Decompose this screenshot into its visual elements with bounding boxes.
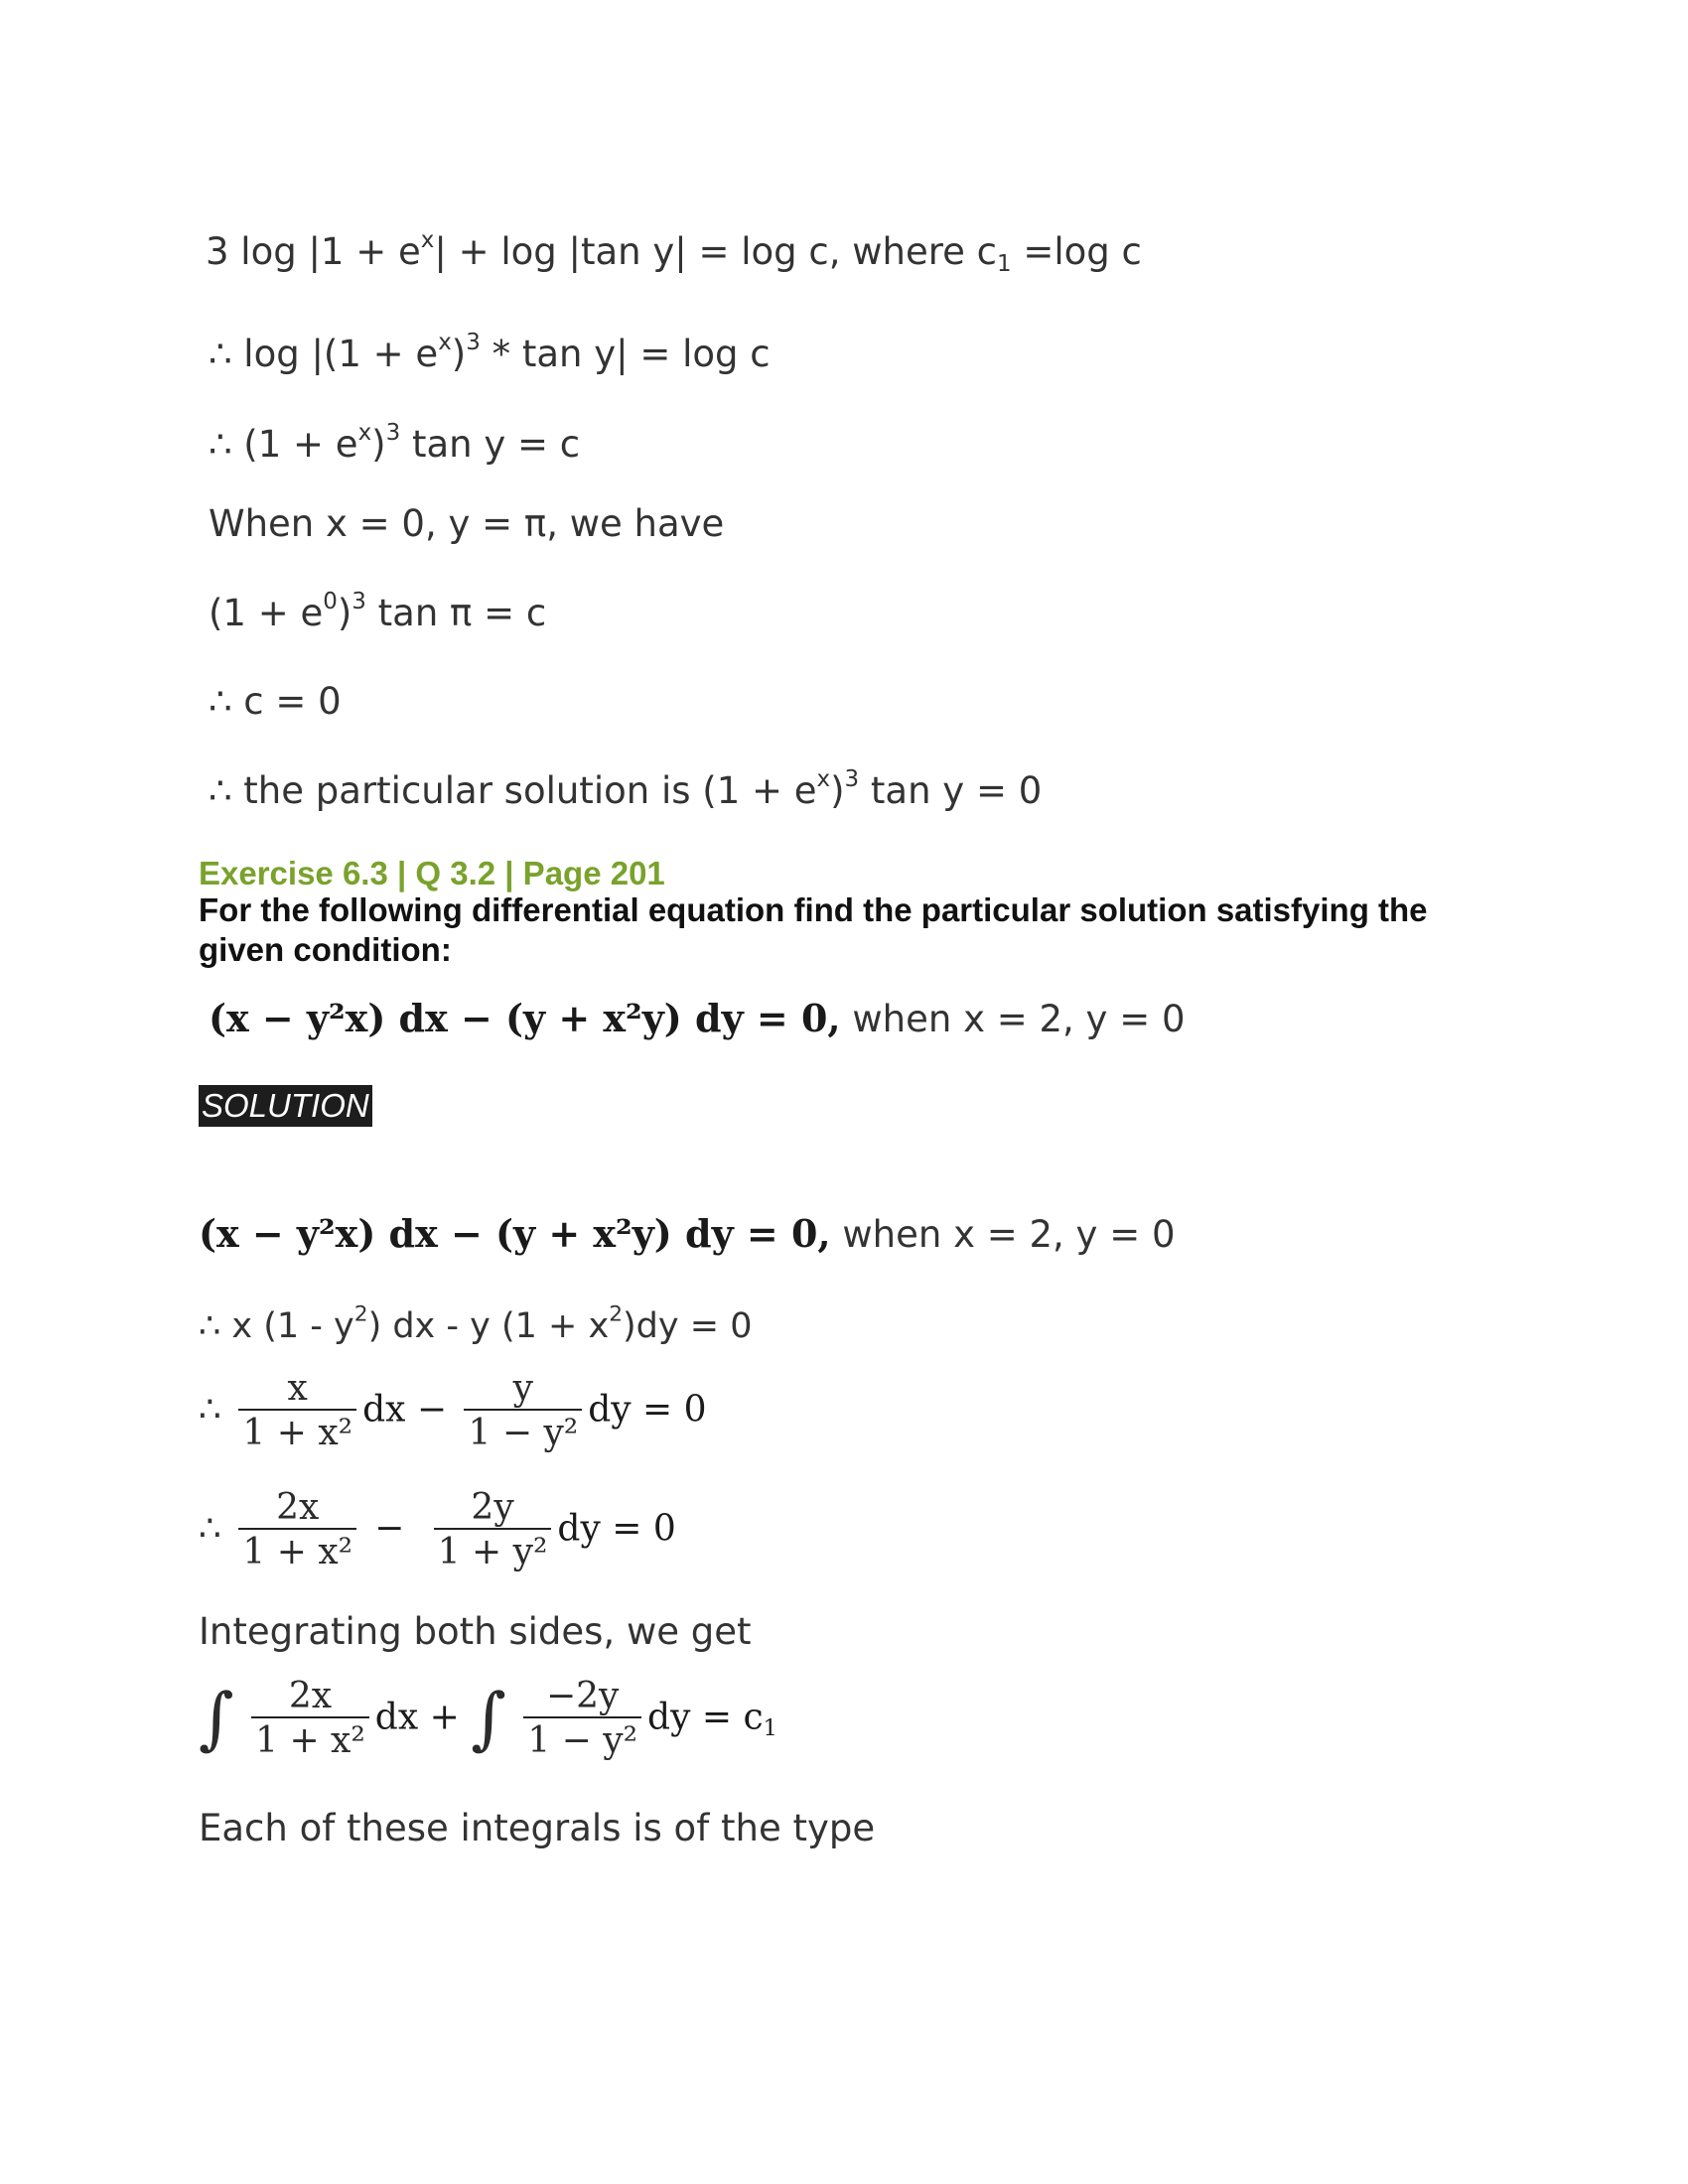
solution-equation-4 xyxy=(199,1487,676,1573)
operator: dy = 0 xyxy=(557,1508,676,1550)
fraction xyxy=(238,1487,356,1573)
text: * tan y| = log c xyxy=(480,333,771,375)
operator: dx + xyxy=(374,1697,460,1738)
equation-line-7 xyxy=(209,765,1043,812)
text: tan y = 0 xyxy=(859,769,1043,812)
subscript: 1 xyxy=(763,1715,777,1742)
fraction xyxy=(523,1676,641,1762)
equation-line-5 xyxy=(209,588,547,634)
text: | + log |tan y| = log c, where c xyxy=(434,230,998,273)
equation-line-1 xyxy=(206,226,1142,277)
equation-math: (x − y²x) dx − (y + x²y) dy = 0, xyxy=(199,1211,831,1256)
equation-line-6: ∴ c = 0 xyxy=(209,680,342,723)
text: ) xyxy=(451,333,467,375)
superscript: x xyxy=(357,419,372,446)
text: tan π = c xyxy=(365,592,547,634)
superscript: 3 xyxy=(352,588,366,614)
text: ∴ the particular solution is (1 + e xyxy=(209,769,817,812)
text: (1 + e xyxy=(209,592,324,634)
therefore-symbol: ∴ xyxy=(199,1389,221,1431)
text: ) xyxy=(830,769,845,812)
superscript: 0 xyxy=(323,588,338,614)
text: 3 log |1 + e xyxy=(206,230,421,273)
solution-equation-2 xyxy=(199,1301,753,1346)
text: )dy = 0 xyxy=(623,1306,753,1346)
therefore-symbol: ∴ xyxy=(199,1508,221,1550)
text: ∴ log |(1 + e xyxy=(209,333,439,375)
exercise-heading[interactable]: Exercise 6.3 | Q 3.2 | Page 201 xyxy=(199,855,665,891)
equation-line-2 xyxy=(209,329,771,375)
text: ) xyxy=(371,423,386,466)
text: ) xyxy=(337,592,352,634)
numerator: 2x xyxy=(288,1676,333,1716)
integral-symbol: ∫ xyxy=(199,1679,234,1758)
question-text: For the following differential equation find the particular solution satisfying the given condition: xyxy=(199,891,1428,968)
numerator: y xyxy=(512,1368,534,1409)
superscript: x xyxy=(420,226,435,253)
subscript: 1 xyxy=(997,250,1012,277)
operator: dy = c xyxy=(647,1697,764,1738)
text: =log c xyxy=(1011,230,1142,273)
text: ) dx - y (1 + x xyxy=(367,1306,610,1346)
solution-equation-3 xyxy=(199,1368,707,1454)
operator: − xyxy=(374,1508,405,1550)
fraction xyxy=(251,1676,369,1762)
superscript: 3 xyxy=(385,419,401,446)
text: ∴ (1 + e xyxy=(209,423,358,466)
text: ∴ x (1 - y xyxy=(199,1306,354,1346)
superscript: 3 xyxy=(466,329,481,355)
equation-condition: when x = 2, y = 0 xyxy=(840,998,1186,1040)
numerator: 2x xyxy=(276,1487,320,1528)
numerator: 2y xyxy=(471,1487,514,1528)
each-integral-text: Each of these integrals is of the type xyxy=(199,1807,876,1849)
denominator: 1 + x² xyxy=(238,1409,356,1453)
equation-line-3 xyxy=(209,419,581,466)
integral-symbol: ∫ xyxy=(471,1679,506,1758)
fraction xyxy=(464,1368,582,1454)
denominator: 1 + x² xyxy=(251,1716,369,1761)
text: tan y = c xyxy=(400,423,581,466)
solution-equation-5 xyxy=(199,1676,777,1762)
integrating-text: Integrating both sides, we get xyxy=(199,1610,752,1653)
question-equation xyxy=(209,996,1186,1040)
denominator: 1 + y² xyxy=(434,1528,552,1572)
superscript: x xyxy=(816,765,831,792)
solution-label[interactable]: SOLUTION xyxy=(199,1085,372,1127)
fraction xyxy=(238,1368,356,1454)
superscript: 2 xyxy=(609,1301,624,1327)
equation-line-4: When x = 0, y = π, we have xyxy=(209,502,725,545)
denominator: 1 + x² xyxy=(238,1528,356,1572)
solution-equation-1 xyxy=(199,1211,1176,1256)
equation-math: (x − y²x) dx − (y + x²y) dy = 0, xyxy=(209,996,841,1040)
numerator: −2y xyxy=(545,1676,620,1716)
denominator: 1 − y² xyxy=(523,1716,641,1761)
numerator: x xyxy=(287,1368,308,1409)
equation-condition: when x = 2, y = 0 xyxy=(830,1213,1176,1256)
superscript: 3 xyxy=(844,765,860,792)
superscript: x xyxy=(438,329,452,355)
superscript: 2 xyxy=(353,1301,368,1327)
fraction xyxy=(434,1487,552,1573)
operator: dx − xyxy=(362,1389,448,1431)
operator: dy = 0 xyxy=(588,1389,707,1431)
denominator: 1 − y² xyxy=(464,1409,582,1453)
